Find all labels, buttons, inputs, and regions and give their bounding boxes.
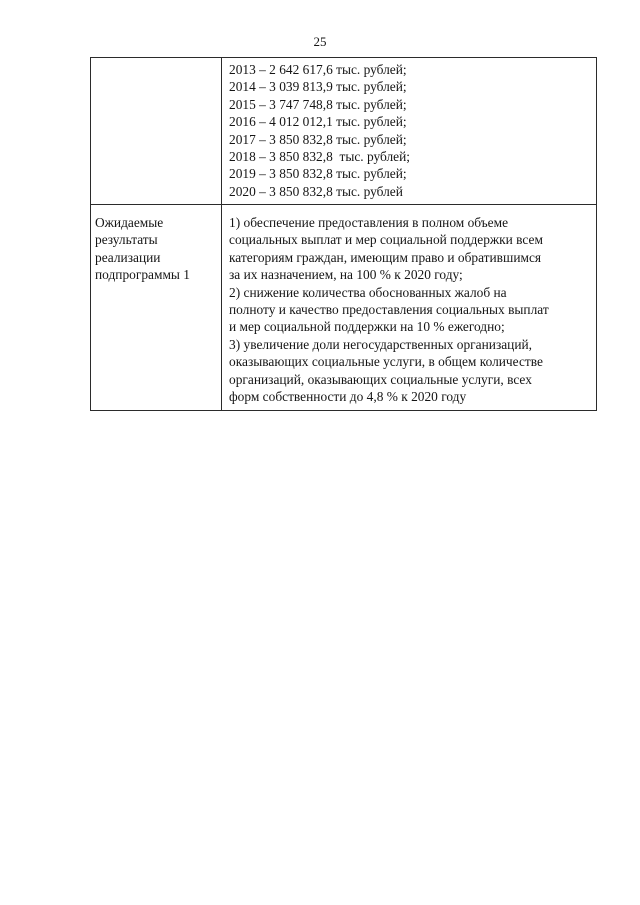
results-line-5: 2) снижение количества обоснованных жалоб на [229, 284, 507, 300]
results-line-3: категориям граждан, имеющим право и обратившимся [229, 249, 542, 265]
funding-line-2018: 2018 – 3 850 832,8 тыс. рублей; [229, 149, 410, 165]
funding-line-2015: 2015 – 3 747 748,8 тыс. рублей; [229, 96, 407, 112]
funding-line-2019: 2019 – 3 850 832,8 тыс. рублей; [229, 166, 407, 182]
expected-results-text-cell [222, 205, 597, 411]
results-line-11: форм собственности до 4,8 % к 2020 году [229, 389, 467, 405]
funding-line-2014: 2014 – 3 039 813,9 тыс. рублей; [229, 79, 407, 95]
results-line-1: 1) обеспечение предоставления в полном объеме [229, 215, 509, 230]
funding-line-2017: 2017 – 3 850 832,8 тыс. рублей; [229, 131, 407, 147]
results-label-line-1: Ожидаемые [95, 215, 164, 230]
subprogram-passport-table [90, 57, 597, 411]
results-label-line-3: реализации [95, 249, 161, 265]
results-line-9: оказывающих социальные услуги, в общем количестве [229, 354, 543, 370]
results-line-2: социальных выплат и мер социальной поддержки всем [229, 232, 543, 248]
expected-results-label-cell [91, 205, 222, 411]
funding-line-2016: 2016 – 4 012 012,1 тыс. рублей; [229, 114, 407, 130]
funding-row [91, 58, 597, 205]
funding-line-2013: 2013 – 2 642 617,6 тыс. рублей; [229, 62, 407, 77]
results-line-8: 3) увеличение доли негосударственных организаций, [229, 336, 533, 352]
results-line-4: за их назначением, на 100 % к 2020 году; [229, 267, 463, 283]
results-line-6: полноту и качество предоставления социальных выплат [229, 302, 549, 318]
funding-line-2020: 2020 – 3 850 832,8 тыс. рублей [229, 183, 403, 199]
results-line-7: и мер социальной поддержки на 10 % ежегодно; [229, 319, 505, 335]
results-label-line-4: подпрограммы 1 [95, 267, 190, 283]
results-line-10: организаций, оказывающих социальные услуги, всех [229, 371, 532, 387]
funding-values-cell [222, 58, 597, 205]
results-label-line-2: результаты [95, 232, 158, 248]
page-number: 25 [313, 34, 327, 49]
funding-label-cell [91, 58, 222, 205]
expected-results-row [91, 205, 597, 411]
